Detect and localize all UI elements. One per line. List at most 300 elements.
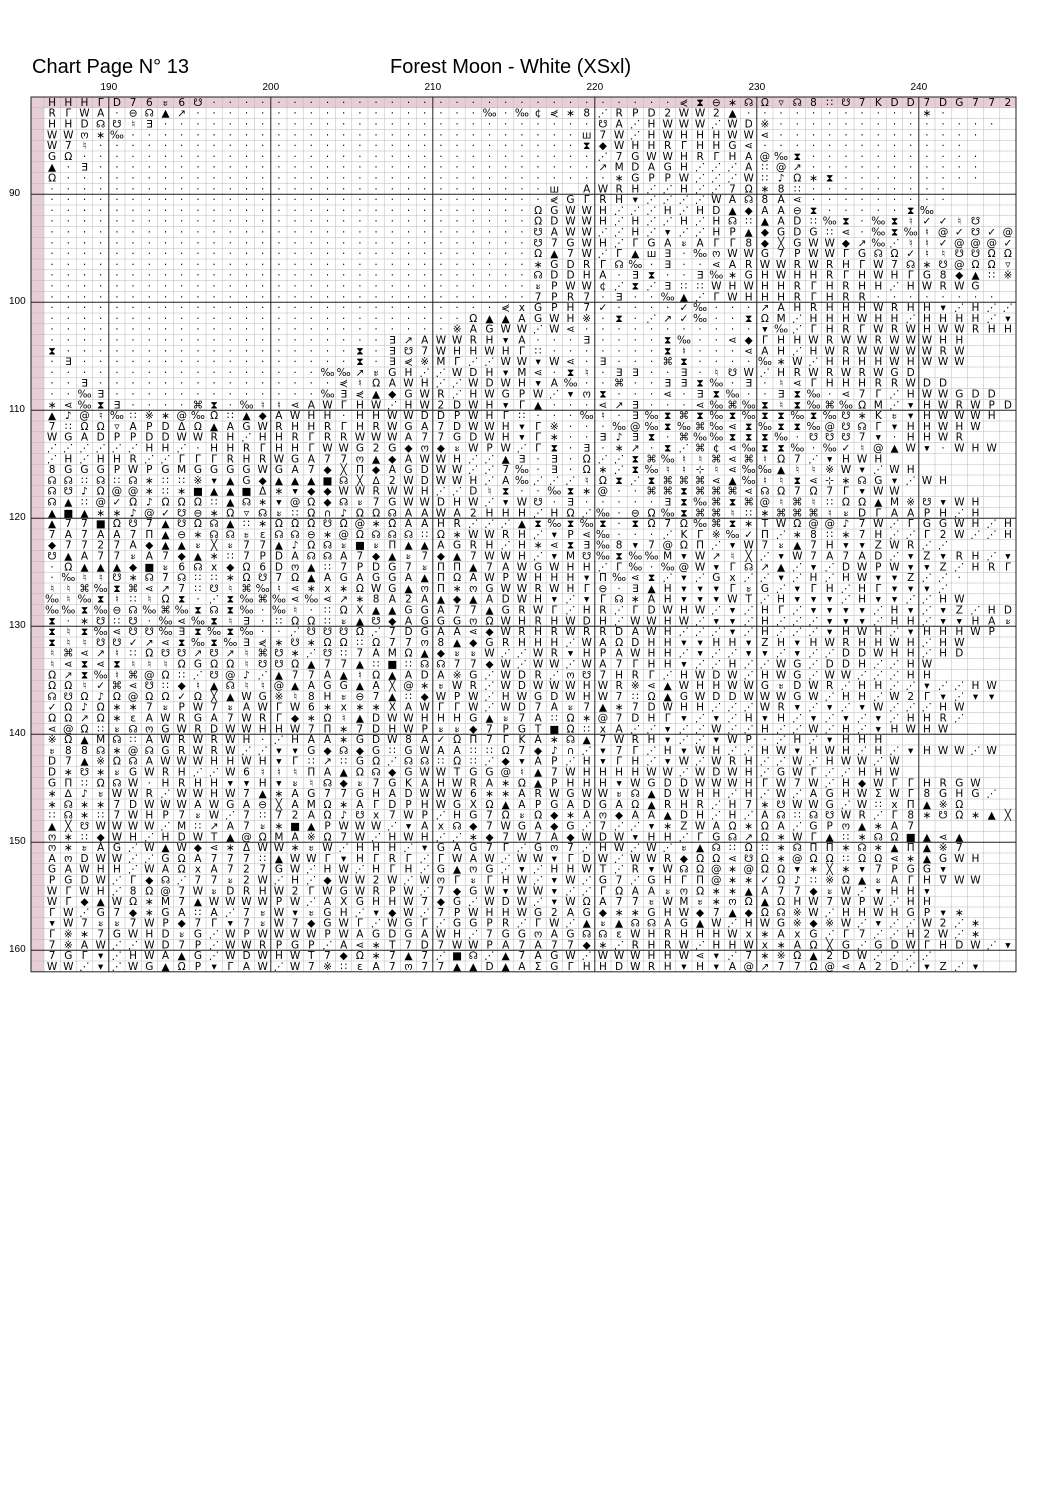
grid-symbol: · — [115, 280, 118, 292]
grid-symbol: W — [598, 680, 609, 692]
grid-symbol: H — [858, 270, 866, 282]
grid-symbol: ∷ — [486, 745, 493, 757]
grid-symbol: W — [468, 529, 479, 541]
grid-symbol: A — [421, 507, 429, 519]
grid-symbol: ✓ — [129, 637, 138, 649]
grid-symbol: ☊ — [404, 529, 413, 541]
grid-symbol: 2 — [875, 961, 882, 973]
grid-symbol: ⋰ — [484, 453, 495, 465]
grid-symbol: Γ — [811, 378, 817, 390]
grid-symbol: W — [857, 756, 868, 768]
grid-symbol: · — [504, 151, 507, 163]
grid-symbol: ∷ — [843, 831, 850, 843]
grid-symbol: ▲ — [874, 496, 883, 508]
grid-symbol: ╳ — [340, 463, 348, 476]
grid-symbol: · — [682, 248, 685, 260]
grid-symbol: ♮ — [666, 464, 670, 476]
grid-symbol: ⧗ — [794, 475, 801, 487]
grid-symbol: Ω — [340, 518, 348, 530]
grid-symbol: ∗ — [760, 183, 769, 195]
grid-symbol: W — [646, 615, 657, 627]
grid-symbol: W — [47, 140, 58, 152]
grid-symbol: H — [761, 669, 769, 681]
grid-symbol: W — [387, 410, 398, 422]
grid-symbol: H — [907, 388, 915, 400]
grid-symbol: ☋ — [47, 550, 56, 562]
grid-symbol: · — [293, 194, 296, 206]
grid-symbol: · — [50, 259, 53, 271]
grid-symbol: W — [403, 486, 414, 498]
grid-symbol: · — [229, 324, 232, 336]
grid-symbol: W — [144, 842, 155, 854]
grid-symbol: W — [922, 345, 933, 357]
grid-symbol: ⋞ — [258, 637, 267, 649]
grid-symbol: ะ — [357, 777, 363, 789]
grid-symbol: Γ — [843, 486, 849, 498]
grid-symbol: W — [258, 421, 269, 433]
grid-symbol: Π — [145, 529, 153, 541]
grid-symbol: H — [243, 734, 251, 746]
grid-symbol: ⋰ — [695, 572, 706, 584]
grid-symbol: H — [955, 421, 963, 433]
grid-symbol: 7 — [519, 939, 526, 951]
grid-symbol: ⊖ — [712, 97, 721, 109]
grid-symbol: 7 — [243, 853, 250, 865]
grid-symbol: P — [454, 691, 460, 703]
grid-symbol: H — [907, 421, 915, 433]
grid-symbol: · — [180, 356, 183, 368]
grid-symbol: W — [436, 475, 447, 487]
grid-symbol: · — [472, 226, 475, 238]
grid-symbol: @ — [144, 507, 155, 519]
grid-symbol: ∷ — [826, 97, 833, 109]
grid-symbol: ▲ — [356, 615, 365, 627]
grid-symbol: W — [79, 108, 90, 120]
grid-symbol: x — [341, 702, 347, 714]
grid-symbol: · — [941, 151, 944, 163]
grid-symbol: W — [274, 928, 285, 940]
grid-symbol: W — [549, 788, 560, 800]
grid-symbol: ะ — [260, 918, 266, 930]
grid-symbol: R — [648, 961, 655, 973]
grid-symbol: G — [64, 464, 72, 476]
grid-symbol: Γ — [908, 788, 914, 800]
grid-symbol: ※ — [274, 691, 283, 703]
grid-symbol: · — [407, 259, 410, 271]
grid-symbol: ⋰ — [792, 561, 803, 573]
grid-symbol: Ω — [777, 864, 785, 876]
grid-symbol: ⋞ — [404, 356, 413, 368]
grid-symbol: · — [520, 280, 523, 292]
grid-symbol: · — [50, 334, 53, 346]
grid-symbol: Γ — [649, 669, 655, 681]
grid-symbol: A — [49, 853, 57, 865]
grid-symbol: H — [745, 712, 753, 724]
grid-symbol: · — [504, 172, 507, 184]
grid-symbol: · — [504, 129, 507, 141]
grid-symbol: ♮ — [83, 680, 87, 692]
grid-symbol: · — [941, 129, 944, 141]
grid-symbol: Ω — [696, 885, 704, 897]
grid-symbol: 7 — [632, 702, 639, 714]
grid-symbol: ▾ — [924, 680, 930, 692]
grid-symbol: ⋰ — [419, 885, 430, 897]
grid-symbol: ∃ — [519, 453, 526, 465]
grid-symbol: ¢ — [535, 108, 542, 120]
grid-symbol: · — [569, 432, 572, 444]
grid-symbol: Ω — [761, 97, 769, 109]
grid-symbol: · — [277, 324, 280, 336]
grid-symbol: ⋰ — [662, 194, 673, 206]
grid-symbol: H — [761, 745, 769, 757]
grid-symbol: · — [99, 183, 102, 195]
grid-symbol: W — [436, 507, 447, 519]
grid-symbol: ▾ — [859, 464, 865, 476]
grid-symbol: ◆ — [437, 896, 446, 908]
grid-symbol: · — [99, 313, 102, 325]
grid-symbol: H — [923, 723, 931, 735]
grid-symbol: W — [565, 226, 576, 238]
grid-symbol: Γ — [454, 356, 460, 368]
grid-symbol: A — [292, 788, 300, 800]
grid-symbol: W — [727, 594, 738, 606]
grid-symbol: ะ — [373, 367, 379, 379]
grid-symbol: ⋰ — [306, 896, 317, 908]
grid-symbol: H — [891, 648, 899, 660]
grid-symbol: K — [680, 529, 688, 541]
grid-symbol: R — [194, 723, 201, 735]
grid-symbol: D — [566, 270, 574, 282]
grid-symbol: · — [293, 270, 296, 282]
grid-symbol: W — [954, 356, 965, 368]
grid-symbol: ∗ — [582, 712, 591, 724]
grid-symbol: ↗ — [177, 108, 186, 120]
grid-symbol: R — [842, 324, 849, 336]
grid-symbol: W — [808, 237, 819, 249]
grid-symbol: · — [812, 151, 815, 163]
grid-symbol: · — [277, 356, 280, 368]
grid-symbol: W — [970, 410, 981, 422]
grid-symbol: · — [131, 345, 134, 357]
grid-symbol: ‰ — [920, 205, 934, 217]
grid-symbol: H — [858, 680, 866, 692]
grid-symbol: ⧗ — [48, 615, 55, 627]
grid-symbol: W — [501, 442, 512, 454]
grid-symbol: ▾ — [519, 756, 525, 768]
grid-symbol: ∗ — [48, 799, 57, 811]
grid-symbol: ▾ — [908, 626, 914, 638]
grid-symbol: 7 — [340, 831, 347, 843]
grid-symbol: A — [535, 820, 543, 832]
grid-symbol: R — [210, 745, 217, 757]
grid-symbol: · — [763, 108, 766, 120]
grid-symbol: Γ — [875, 421, 881, 433]
grid-symbol: ⋰ — [47, 442, 58, 454]
grid-symbol: A — [324, 896, 332, 908]
grid-symbol: ▲ — [388, 691, 397, 703]
grid-symbol: Ω — [842, 874, 850, 886]
grid-symbol: ↗ — [355, 367, 364, 379]
grid-symbol: W — [582, 237, 593, 249]
grid-symbol: H — [955, 313, 963, 325]
grid-symbol: W — [225, 896, 236, 908]
grid-symbol: H — [664, 831, 672, 843]
grid-symbol: ■ — [96, 518, 106, 530]
grid-symbol: ⋖ — [744, 345, 753, 357]
grid-symbol: ◆ — [534, 745, 543, 757]
grid-symbol: ※ — [96, 756, 105, 768]
grid-symbol: @ — [808, 518, 819, 530]
grid-symbol: G — [129, 766, 137, 778]
grid-symbol: A — [81, 550, 89, 562]
grid-symbol: G — [242, 421, 250, 433]
grid-symbol: · — [828, 151, 831, 163]
grid-symbol: · — [261, 140, 264, 152]
grid-symbol: · — [958, 118, 961, 130]
grid-symbol: ∗ — [339, 734, 348, 746]
grid-symbol: R — [842, 280, 849, 292]
grid-symbol: ⋰ — [727, 712, 738, 724]
grid-symbol: ▲ — [809, 950, 818, 962]
grid-symbol: ⋰ — [387, 399, 398, 411]
grid-symbol: ⋰ — [436, 486, 447, 498]
grid-symbol: H — [648, 734, 656, 746]
grid-symbol: D — [923, 378, 931, 390]
grid-symbol: A — [664, 237, 672, 249]
grid-symbol: Γ — [924, 691, 930, 703]
grid-symbol: ⋰ — [857, 885, 868, 897]
grid-symbol: ⋰ — [614, 464, 625, 476]
grid-symbol: ▲ — [534, 766, 543, 778]
grid-symbol: Γ — [632, 745, 638, 757]
grid-symbol: ⋰ — [355, 907, 366, 919]
grid-symbol: W — [387, 918, 398, 930]
grid-symbol: A — [211, 712, 219, 724]
grid-symbol: A — [648, 885, 656, 897]
grid-symbol: W — [938, 745, 949, 757]
grid-symbol: ⋰ — [905, 594, 916, 606]
grid-symbol: G — [485, 864, 493, 876]
grid-symbol: 8 — [778, 183, 785, 195]
grid-symbol: G — [745, 270, 753, 282]
grid-symbol: ♮ — [66, 594, 70, 606]
grid-symbol: ‰ — [693, 432, 707, 444]
grid-symbol: · — [342, 108, 345, 120]
grid-symbol: @ — [662, 540, 673, 552]
grid-symbol: Γ — [454, 702, 460, 714]
grid-symbol: D — [955, 939, 963, 951]
grid-symbol: · — [374, 226, 377, 238]
grid-symbol: Ω — [113, 518, 121, 530]
grid-symbol: Ω — [388, 518, 396, 530]
grid-symbol: · — [423, 324, 426, 336]
grid-symbol: ∗ — [145, 486, 154, 498]
grid-symbol: W — [841, 918, 852, 930]
grid-symbol: · — [277, 313, 280, 325]
grid-symbol: ⋰ — [695, 291, 706, 303]
grid-symbol: P — [632, 108, 638, 120]
grid-symbol: · — [617, 302, 620, 314]
grid-symbol: 7 — [956, 842, 963, 854]
grid-symbol: H — [891, 313, 899, 325]
grid-symbol: H — [891, 604, 899, 616]
grid-symbol: · — [342, 151, 345, 163]
grid-symbol: D — [161, 421, 169, 433]
grid-symbol: ⋰ — [922, 648, 933, 660]
grid-symbol: ¢ — [713, 442, 720, 454]
grid-symbol: W — [792, 799, 803, 811]
grid-symbol: W — [290, 950, 301, 962]
grid-symbol: ⋰ — [128, 864, 139, 876]
grid-symbol: · — [553, 345, 556, 357]
grid-symbol: · — [261, 378, 264, 390]
grid-symbol: W — [403, 831, 414, 843]
grid-symbol: ⊹ — [825, 475, 834, 487]
grid-symbol: · — [536, 183, 539, 195]
grid-symbol: ∷ — [81, 496, 88, 508]
grid-symbol: · — [877, 172, 880, 184]
grid-symbol: ▲ — [923, 799, 932, 811]
grid-symbol: W — [290, 723, 301, 735]
grid-symbol: · — [229, 162, 232, 174]
grid-symbol: Ω — [194, 496, 202, 508]
grid-symbol: Z — [680, 820, 687, 832]
grid-symbol: ♪ — [340, 507, 347, 519]
grid-symbol: · — [196, 172, 199, 184]
grid-symbol: · — [99, 248, 102, 260]
grid-symbol: ♮ — [860, 442, 864, 454]
grid-symbol: W — [306, 928, 317, 940]
grid-symbol: A — [454, 507, 462, 519]
grid-symbol: · — [391, 324, 394, 336]
grid-symbol: ▲ — [745, 226, 754, 238]
grid-symbol: W — [792, 356, 803, 368]
grid-symbol: @ — [144, 669, 155, 681]
grid-symbol: ◆ — [809, 885, 818, 897]
grid-symbol: W — [339, 928, 350, 940]
grid-symbol: H — [972, 550, 980, 562]
grid-symbol: · — [439, 140, 442, 152]
grid-symbol: · — [261, 237, 264, 249]
grid-symbol: H — [129, 831, 137, 843]
grid-symbol: ‰ — [596, 550, 610, 562]
grid-symbol: ⋖ — [728, 442, 737, 454]
grid-symbol: G — [48, 864, 56, 876]
grid-symbol: · — [83, 172, 86, 184]
grid-symbol: R — [891, 324, 898, 336]
grid-symbol: · — [196, 151, 199, 163]
grid-symbol: ო — [64, 853, 72, 865]
grid-symbol: ∗ — [80, 928, 89, 940]
grid-symbol: ■ — [63, 507, 73, 519]
grid-symbol: · — [293, 108, 296, 120]
grid-symbol: W — [873, 896, 884, 908]
grid-symbol: ∷ — [405, 658, 412, 670]
grid-symbol: · — [455, 194, 458, 206]
grid-symbol: H — [745, 756, 753, 768]
grid-symbol: ⧗ — [907, 205, 914, 217]
grid-symbol: · — [277, 172, 280, 184]
grid-symbol: H — [664, 594, 672, 606]
grid-symbol: W — [501, 680, 512, 692]
grid-symbol: G — [923, 518, 931, 530]
grid-symbol: G — [550, 950, 558, 962]
grid-symbol: ⋰ — [889, 529, 900, 541]
grid-symbol: H — [291, 421, 299, 433]
grid-symbol: W — [776, 658, 787, 670]
grid-symbol: · — [472, 302, 475, 314]
grid-symbol: · — [67, 280, 70, 292]
grid-symbol: W — [744, 680, 755, 692]
grid-symbol: · — [261, 615, 264, 627]
grid-symbol: ‰ — [758, 464, 772, 476]
grid-symbol: ⌘ — [711, 453, 722, 465]
grid-symbol: Ω — [599, 475, 607, 487]
grid-symbol: · — [164, 216, 167, 228]
grid-symbol: ⌘ — [646, 453, 657, 465]
grid-symbol: ⋰ — [743, 702, 754, 714]
grid-symbol: W — [598, 183, 609, 195]
grid-symbol: ⋰ — [257, 745, 268, 757]
grid-symbol: · — [164, 324, 167, 336]
grid-symbol: G — [826, 799, 834, 811]
grid-symbol: ⋰ — [727, 648, 738, 660]
grid-symbol: R — [583, 626, 590, 638]
grid-symbol: · — [358, 237, 361, 249]
grid-symbol: · — [553, 151, 556, 163]
grid-symbol: W — [468, 939, 479, 951]
grid-symbol: H — [858, 302, 866, 314]
grid-symbol: ⋰ — [776, 756, 787, 768]
grid-symbol: A — [599, 270, 607, 282]
grid-symbol: W — [468, 378, 479, 390]
grid-symbol: · — [164, 270, 167, 282]
grid-symbol: ▾ — [940, 604, 946, 616]
grid-symbol: D — [48, 766, 56, 778]
grid-symbol: H — [518, 615, 526, 627]
grid-symbol: Ω — [323, 637, 331, 649]
grid-symbol: ▿ — [778, 97, 784, 109]
grid-symbol: 2 — [826, 950, 833, 962]
grid-symbol: · — [277, 216, 280, 228]
grid-symbol: ∗ — [64, 842, 73, 854]
grid-symbol: G — [858, 248, 866, 260]
grid-symbol: 7 — [729, 183, 736, 195]
grid-symbol: 7 — [988, 97, 995, 109]
grid-symbol: ∷ — [826, 496, 833, 508]
grid-symbol: 7 — [421, 896, 428, 908]
grid-symbol: Ω — [988, 259, 996, 271]
grid-symbol: ะ — [195, 540, 201, 552]
grid-symbol: D — [421, 669, 429, 681]
grid-symbol: ☋ — [112, 118, 121, 130]
grid-symbol: ∃ — [664, 378, 671, 390]
grid-symbol: · — [439, 226, 442, 238]
grid-symbol: · — [698, 367, 701, 379]
grid-symbol: ※ — [939, 842, 948, 854]
grid-symbol: W — [436, 334, 447, 346]
grid-symbol: · — [83, 324, 86, 336]
grid-symbol: ∗ — [841, 842, 850, 854]
grid-symbol: ⋰ — [209, 928, 220, 940]
grid-symbol: · — [536, 140, 539, 152]
grid-symbol: ⋰ — [986, 788, 997, 800]
grid-symbol: · — [342, 248, 345, 260]
grid-symbol: H — [421, 378, 429, 390]
grid-symbol: ‰ — [596, 507, 610, 519]
grid-symbol: 8 — [810, 97, 817, 109]
grid-symbol: ☊ — [436, 658, 445, 670]
